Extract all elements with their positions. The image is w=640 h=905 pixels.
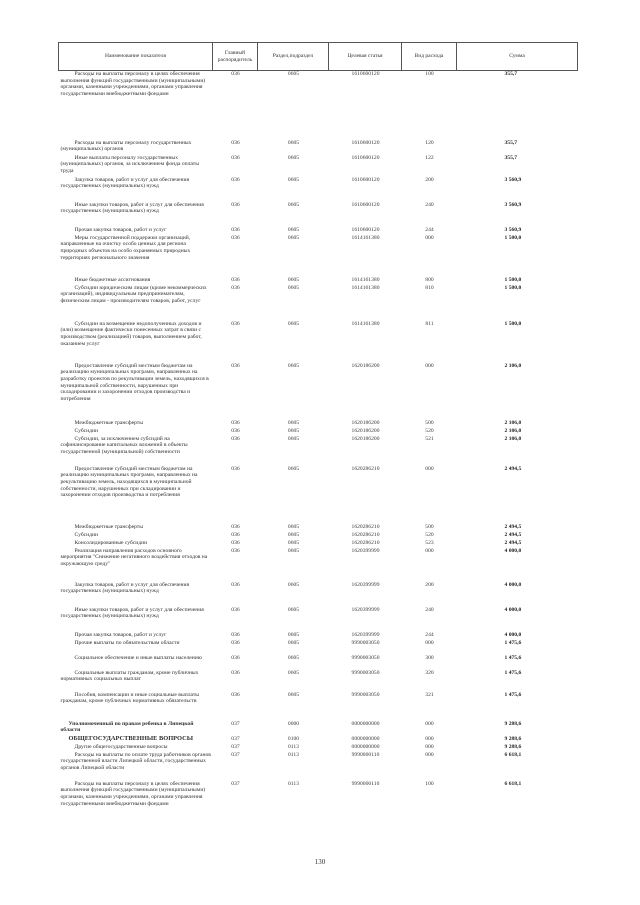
- table-row: [59, 781, 578, 825]
- row-expense-type: 100: [425, 780, 434, 787]
- row-name-text: Прочие выплаты по обязательствам области: [74, 639, 180, 646]
- row-sum: 3 560,9: [504, 201, 522, 208]
- row-manager: 036: [231, 631, 240, 638]
- row-name-text: Расходы на выплаты персоналу в целях обеспечения выполнения функций государственными (муниципальными) органами, казенными учреждениями, органами управления государственными внебюджетными фондами: [60, 780, 206, 807]
- row-name: [59, 692, 213, 721]
- row-manager: 036: [231, 71, 240, 77]
- row-sum: 3 560,9: [504, 176, 522, 183]
- row-section: 0605: [287, 276, 300, 283]
- row-name: [59, 736, 213, 744]
- row-name-text: Пособия, компенсации и иные социальные выплаты гражданам, кроме публичных нормативных обязательств: [60, 691, 200, 705]
- row-section: 0605: [287, 547, 300, 554]
- row-target-article: 1620186200: [351, 419, 380, 426]
- row-manager: 036: [231, 606, 240, 613]
- table-row: [59, 744, 578, 752]
- row-name: [59, 321, 213, 363]
- row-manager: 036: [231, 154, 240, 161]
- row-expense-type: 000: [425, 720, 434, 727]
- row-section: 0605: [287, 523, 300, 530]
- row-name-text: Субсидии на возмещение недополученных доходов и (или) возмещение фактически понесенных затрат в связи с производством (реализацией) товаров, выполнением работ, оказанием услуг: [60, 320, 202, 347]
- row-name: [59, 227, 213, 235]
- row-manager: 036: [231, 581, 240, 588]
- table-row: [59, 524, 578, 532]
- row-section: 0000: [287, 720, 300, 727]
- row-manager: 036: [231, 435, 240, 442]
- row-section: 0113: [288, 743, 299, 750]
- table-row: [59, 140, 578, 155]
- row-expense-type: 000: [425, 362, 434, 369]
- row-name-text: Социальные выплаты гражданам, кроме публичных нормативных социальных выплат: [60, 669, 199, 683]
- row-name-text: Социальное обеспечение и иные выплаты населению: [74, 654, 202, 661]
- row-target-article: 1610600120: [351, 154, 380, 161]
- row-name-text: Межбюджетные трансферты: [74, 523, 143, 530]
- row-manager: 036: [231, 539, 240, 546]
- row-section: 0605: [287, 419, 300, 426]
- row-expense-type: 122: [425, 154, 434, 161]
- row-expense-type: 800: [425, 276, 434, 283]
- row-name-text: Другие общегосударственные вопросы: [74, 743, 168, 750]
- row-section: 0100: [287, 735, 300, 742]
- row-manager: 036: [231, 669, 240, 676]
- row-expense-type: 521: [425, 435, 434, 442]
- row-expense-type: 500: [425, 419, 434, 426]
- row-name: [59, 466, 213, 524]
- row-expense-type: 810: [425, 284, 434, 291]
- table-row: [59, 235, 578, 277]
- row-target-article: 1620399999: [351, 547, 380, 554]
- row-section: 0605: [287, 284, 300, 291]
- table-row: [59, 692, 578, 721]
- row-name-text: Расходы на выплаты персоналу в целях обеспечения выполнения функций государственными (муниципальными) органами, казенными учреждениями, органами управления государственными внебюджетными фондами: [60, 71, 206, 98]
- table-row: [59, 321, 578, 363]
- row-name-text: Предоставление субсидий местным бюджетам на реализацию муниципальных программ, направленных на рекультивацию земель, находящихся в муниципальной собственности, нарушенных при складировании и захоронении отходов производства и потребления: [60, 465, 198, 499]
- row-expense-type: 244: [425, 226, 434, 233]
- row-expense-type: 000: [425, 234, 434, 241]
- header-sum: Сумма: [457, 43, 578, 71]
- row-section: 0605: [287, 465, 300, 472]
- table-row: [59, 71, 578, 140]
- row-section: 0113: [288, 751, 299, 758]
- row-target-article: 0000000000: [351, 735, 380, 742]
- row-manager: 036: [231, 284, 240, 291]
- row-expense-type: 000: [425, 465, 434, 472]
- row-name: [59, 277, 213, 285]
- row-name-text: Иные закупки товаров, работ и услуг для обеспечения государственных (муниципальных) нужд: [60, 606, 204, 620]
- row-expense-type: 300: [425, 654, 434, 661]
- table-row: [59, 363, 578, 420]
- row-manager: 036: [231, 465, 240, 472]
- row-target-article: 1610600120: [351, 176, 380, 183]
- table-row: [59, 655, 578, 670]
- row-manager: 037: [231, 735, 240, 742]
- row-manager: 036: [231, 201, 240, 208]
- row-sum: 2 494,5: [504, 531, 522, 538]
- row-name-text: Уполномоченный по правам ребенка в Липецкой области: [60, 720, 194, 734]
- row-name: [59, 752, 213, 781]
- row-name: [59, 632, 213, 640]
- row-section: 0605: [287, 226, 300, 233]
- row-sum: 2 494,5: [504, 523, 522, 530]
- table-row: [59, 420, 578, 428]
- row-name: [59, 640, 213, 655]
- row-name: [59, 436, 213, 466]
- row-sum: 2 494,5: [504, 465, 522, 472]
- row-target-article: 1614161380: [351, 234, 380, 241]
- budget-table: [58, 42, 578, 825]
- table-row: [59, 540, 578, 548]
- row-name: [59, 582, 213, 607]
- row-section: 0605: [287, 531, 300, 538]
- header-target-article: Целевая статья: [329, 43, 402, 71]
- row-name: [59, 235, 213, 277]
- table-row: [59, 227, 578, 235]
- row-manager: 037: [231, 720, 240, 727]
- row-sum: 1 475,6: [504, 691, 522, 698]
- row-name-text: Закупка товаров, работ и услуг для обеспечения государственных (муниципальных) нужд: [60, 581, 190, 595]
- row-section: 0605: [287, 71, 300, 77]
- row-manager: 036: [231, 276, 240, 283]
- row-name: [59, 140, 213, 155]
- row-name-text: Межбюджетные трансферты: [74, 419, 143, 426]
- row-name-text: Иные закупки товаров, работ и услуг для обеспечения государственных (муниципальных) нужд: [60, 201, 204, 215]
- row-section: 0605: [287, 234, 300, 241]
- row-sum: 355,7: [504, 139, 518, 146]
- row-name-text: Реализация направления расходов основного мероприятия "Снижение негативного воздействия отходов на окружающую среду": [60, 547, 208, 567]
- row-target-article: 1620286210: [351, 531, 380, 538]
- table-row: [59, 202, 578, 227]
- row-expense-type: 000: [425, 743, 434, 750]
- row-expense-type: 000: [425, 639, 434, 646]
- row-expense-type: 244: [425, 631, 434, 638]
- row-name-text: Предоставление субсидий местным бюджетам на реализацию муниципальных программ, направленных на разработку проектов по рекультивации земель, находящихся в муниципальной собственности, нарушенных при складировании и захоронении отходов производства и потребления: [60, 362, 209, 403]
- table-row: [59, 466, 578, 524]
- row-manager: 036: [231, 139, 240, 146]
- row-target-article: 9990003050: [351, 654, 380, 661]
- table-body: [59, 71, 578, 825]
- row-target-article: 1610600120: [351, 71, 380, 77]
- row-sum: 4 000,0: [504, 606, 522, 613]
- row-section: 0605: [287, 581, 300, 588]
- table-row: [59, 548, 578, 582]
- row-name-text: Меры государственной поддержки организаций, направленные на очистку особо ценных для региона природных объектов на особо охраняемых природных территориях регионального значения: [60, 234, 191, 261]
- row-name: [59, 655, 213, 670]
- row-sum: 1 475,6: [504, 639, 522, 646]
- row-sum: 355,7: [504, 154, 518, 161]
- row-section: 0605: [287, 606, 300, 613]
- row-expense-type: 520: [425, 531, 434, 538]
- row-sum: 9 288,6: [504, 735, 522, 742]
- row-manager: 037: [231, 751, 240, 758]
- row-name: [59, 177, 213, 202]
- row-manager: 036: [231, 320, 240, 327]
- row-sum: 9 288,6: [504, 743, 522, 750]
- table-row: [59, 428, 578, 436]
- row-name-text: Расходы на выплаты персоналу государственных (муниципальных) органов: [60, 139, 192, 153]
- row-sum: 4 000,0: [504, 547, 522, 554]
- row-target-article: 1620399999: [351, 631, 380, 638]
- page-number: 130: [314, 858, 326, 866]
- table-header: [59, 43, 578, 71]
- row-manager: 036: [231, 362, 240, 369]
- row-name: [59, 540, 213, 548]
- row-manager: 036: [231, 639, 240, 646]
- row-sum: 6 618,1: [504, 780, 522, 787]
- row-target-article: 1610600120: [351, 139, 380, 146]
- row-name: [59, 744, 213, 752]
- row-manager: 037: [231, 780, 240, 787]
- table-row: [59, 582, 578, 607]
- table-row: [59, 721, 578, 736]
- row-target-article: 1614161380: [351, 276, 380, 283]
- row-sum: 1 500,0: [504, 284, 522, 291]
- row-sum: 4 000,0: [504, 581, 522, 588]
- row-manager: 036: [231, 419, 240, 426]
- row-name-text: Иные выплаты персоналу государственных (муниципальных) органов, за исключением фонда оплаты труда: [60, 154, 199, 174]
- table-row: [59, 607, 578, 632]
- row-expense-type: 523: [425, 539, 434, 546]
- row-sum: 4 000,0: [504, 631, 522, 638]
- row-name: [59, 721, 213, 736]
- row-manager: 036: [231, 427, 240, 434]
- row-name-text: Прочая закупка товаров, работ и услуг: [74, 631, 167, 638]
- row-expense-type: 240: [425, 606, 434, 613]
- row-target-article: 9990003050: [351, 669, 380, 676]
- table-row: [59, 285, 578, 321]
- row-target-article: 9990000110: [351, 751, 380, 758]
- row-expense-type: 321: [425, 691, 434, 698]
- row-section: 0605: [287, 139, 300, 146]
- row-sum: 2 494,5: [504, 539, 522, 546]
- table-row: [59, 277, 578, 285]
- row-name: [59, 524, 213, 532]
- row-name-text: Иные бюджетные ассигнования: [74, 276, 151, 283]
- row-section: 0605: [287, 154, 300, 161]
- row-name: [59, 548, 213, 582]
- row-sum: 2 106,0: [504, 427, 522, 434]
- row-manager: 036: [231, 226, 240, 233]
- row-section: 0605: [287, 427, 300, 434]
- row-manager: 036: [231, 234, 240, 241]
- table-row: [59, 532, 578, 540]
- row-target-article: 0000000000: [351, 720, 380, 727]
- row-expense-type: 000: [425, 751, 434, 758]
- row-sum: 3 560,9: [504, 226, 522, 233]
- table-row: [59, 155, 578, 177]
- row-name-text: Субсидии: [74, 531, 98, 538]
- row-target-article: 1610600120: [351, 226, 380, 233]
- row-expense-type: 120: [425, 139, 434, 146]
- header-section: Раздел,подраздел: [258, 43, 329, 71]
- row-name: [59, 202, 213, 227]
- row-name: [59, 420, 213, 428]
- row-name-text: Субсидии юридическим лицам (кроме некоммерческих организаций), индивидуальным предпринимателям, физическим лицам - производителям товаров, работ, услуг: [60, 284, 207, 304]
- row-target-article: 1620286210: [351, 465, 380, 472]
- row-expense-type: 520: [425, 427, 434, 434]
- row-name: [59, 607, 213, 632]
- row-sum: 2 106,0: [504, 362, 522, 369]
- row-section: 0605: [287, 639, 300, 646]
- row-sum: 1 500,0: [504, 320, 522, 327]
- table-row: [59, 736, 578, 744]
- row-expense-type: 240: [425, 201, 434, 208]
- row-sum: 355,7: [504, 71, 518, 77]
- row-name: [59, 532, 213, 540]
- row-name: [59, 363, 213, 420]
- row-name-text: Консолидированные субсидии: [74, 539, 148, 546]
- row-name: [59, 670, 213, 692]
- row-sum: 1 500,0: [504, 276, 522, 283]
- row-manager: 036: [231, 547, 240, 554]
- row-section: 0605: [287, 654, 300, 661]
- table-row: [59, 632, 578, 640]
- row-name-text: Субсидии, за исключением субсидий на софинансирование капитальных вложений в объекты государственной (муниципальной) собственности: [60, 435, 188, 455]
- row-target-article: 1620286210: [351, 523, 380, 530]
- header-expense-type: Вид расхода: [402, 43, 457, 71]
- row-name-text: ОБЩЕГОСУДАРСТВЕННЫЕ ВОПРОСЫ: [68, 735, 193, 742]
- row-target-article: 1620186200: [351, 427, 380, 434]
- row-target-article: 9990003050: [351, 691, 380, 698]
- row-sum: 1 500,0: [504, 234, 522, 241]
- row-section: 0605: [287, 539, 300, 546]
- header-name: Наименование показателя: [59, 43, 213, 71]
- row-manager: 037: [231, 743, 240, 750]
- row-target-article: 0000000000: [351, 743, 380, 750]
- row-section: 0605: [287, 669, 300, 676]
- row-sum: 9 288,6: [504, 720, 522, 727]
- row-name: [59, 781, 213, 825]
- row-expense-type: 200: [425, 176, 434, 183]
- row-section: 0605: [287, 201, 300, 208]
- row-target-article: 1620286210: [351, 539, 380, 546]
- row-manager: 036: [231, 531, 240, 538]
- row-section: 0113: [288, 780, 299, 787]
- row-manager: 036: [231, 691, 240, 698]
- row-name: [59, 71, 213, 140]
- row-expense-type: 000: [425, 735, 434, 742]
- table-row: [59, 670, 578, 692]
- row-section: 0605: [287, 320, 300, 327]
- row-target-article: 9990000110: [351, 780, 380, 787]
- row-section: 0605: [287, 691, 300, 698]
- row-target-article: 1620186200: [351, 362, 380, 369]
- row-sum: 1 475,6: [504, 654, 522, 661]
- row-target-article: 1620186200: [351, 435, 380, 442]
- row-target-article: 9990003050: [351, 639, 380, 646]
- row-target-article: 1610600120: [351, 201, 380, 208]
- row-sum: 6 618,1: [504, 751, 522, 758]
- table-row: [59, 436, 578, 466]
- row-section: 0605: [287, 176, 300, 183]
- row-section: 0605: [287, 435, 300, 442]
- table-row: [59, 752, 578, 781]
- row-name: [59, 285, 213, 321]
- row-expense-type: 500: [425, 523, 434, 530]
- row-name-text: Субсидии: [74, 427, 98, 434]
- row-manager: 036: [231, 176, 240, 183]
- row-name-text: Расходы на выплаты по оплате труда работников органов государственной власти Липецкой области, государственных органов Липецкой области: [60, 751, 211, 771]
- row-name-text: Закупка товаров, работ и услуг для обеспечения государственных (муниципальных) нужд: [60, 176, 190, 190]
- row-expense-type: 811: [425, 320, 434, 327]
- row-section: 0605: [287, 631, 300, 638]
- row-target-article: 1620399999: [351, 606, 380, 613]
- row-manager: 036: [231, 523, 240, 530]
- row-sum: 2 106,0: [504, 435, 522, 442]
- row-name: [59, 428, 213, 436]
- row-sum: 1 475,6: [504, 669, 522, 676]
- row-name-text: Прочая закупка товаров, работ и услуг: [74, 226, 167, 233]
- row-manager: 036: [231, 654, 240, 661]
- row-target-article: 1614161380: [351, 320, 380, 327]
- table-row: [59, 640, 578, 655]
- row-target-article: 1620399999: [351, 581, 380, 588]
- row-sum: 2 106,0: [504, 419, 522, 426]
- table-row: [59, 177, 578, 202]
- row-expense-type: 200: [425, 581, 434, 588]
- row-expense-type: 000: [425, 547, 434, 554]
- row-expense-type: 320: [425, 669, 434, 676]
- row-expense-type: 100: [425, 71, 434, 77]
- row-target-article: 1614161380: [351, 284, 380, 291]
- row-section: 0605: [287, 362, 300, 369]
- row-name: [59, 155, 213, 177]
- header-manager: Главный распорядитель: [213, 43, 258, 71]
